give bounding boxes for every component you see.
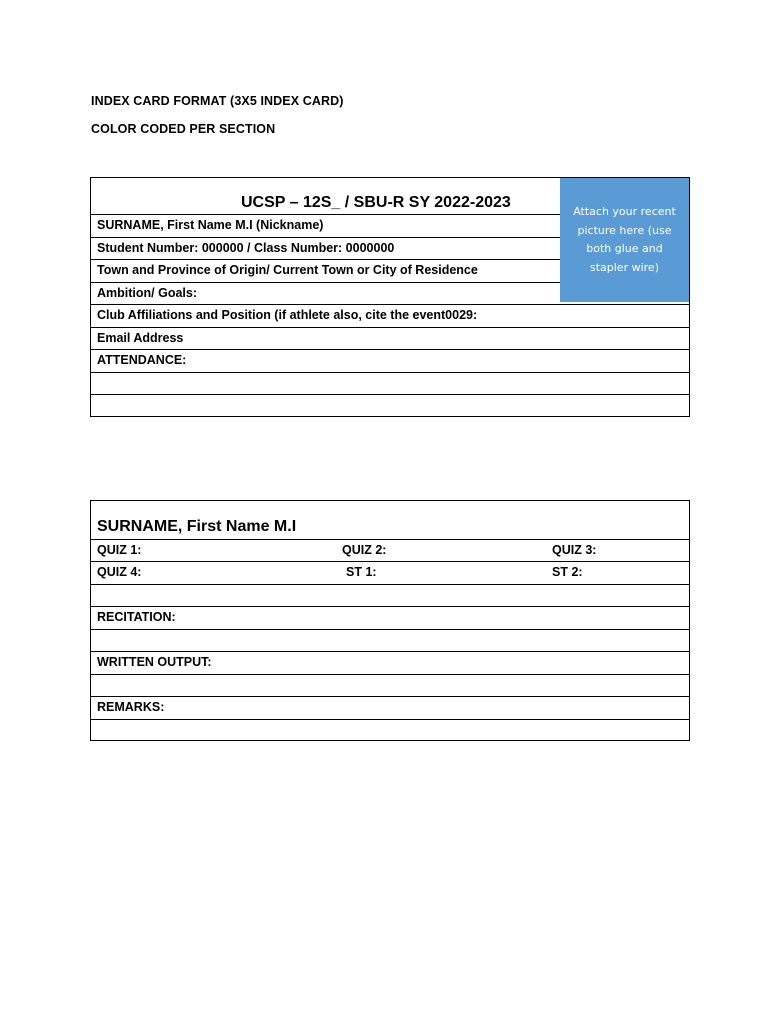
photo-instruction-line: Attach your recent <box>573 205 676 218</box>
quiz-row <box>91 561 689 584</box>
recitation-row: RECITATION: <box>91 606 689 629</box>
written-output-row: WRITTEN OUTPUT: <box>91 651 689 674</box>
blank-row <box>91 372 689 394</box>
st-2-label: ST 2: <box>552 565 583 579</box>
quiz-1-label: QUIZ 1: <box>97 543 142 557</box>
student-info-card <box>90 177 690 417</box>
quiz-2-label: QUIZ 2: <box>342 543 387 557</box>
photo-instruction-line: both glue and <box>586 242 663 255</box>
ambition-row: Ambition/ Goals: <box>91 282 689 304</box>
card-title: SURNAME, First Name M.I <box>97 518 297 535</box>
blank-row <box>91 719 689 740</box>
st-1-label: ST 1: <box>346 565 377 579</box>
photo-placeholder <box>560 178 689 302</box>
quiz-3-label: QUIZ 3: <box>552 543 597 557</box>
origin-row: Town and Province of Origin/ Current Town or City of Residence <box>91 259 689 282</box>
blank-row <box>91 629 689 651</box>
photo-instruction-line: stapler wire) <box>589 260 659 274</box>
email-row: Email Address <box>91 327 689 349</box>
format-heading: INDEX CARD FORMAT (3X5 INDEX CARD) <box>91 94 344 108</box>
photo-instruction-line: picture here (use <box>577 223 672 237</box>
name-row: SURNAME, First Name M.I (Nickname) <box>91 214 689 237</box>
blank-row <box>91 584 689 606</box>
student-number-row: Student Number: 000000 / Class Number: 0000000 <box>91 237 689 259</box>
blank-row <box>91 674 689 696</box>
quiz-row <box>91 539 689 561</box>
quiz-4-label: QUIZ 4: <box>97 565 142 579</box>
grades-card <box>90 500 690 741</box>
card-title: UCSP – 12S_ / SBU-R SY 2022-2023 <box>241 194 511 211</box>
remarks-row: REMARKS: <box>91 696 689 719</box>
club-row: Club Affiliations and Position (if athlete also, cite the event0029: <box>91 304 689 327</box>
color-coded-heading: COLOR CODED PER SECTION <box>91 122 276 136</box>
blank-row <box>91 394 689 416</box>
attendance-row: ATTENDANCE: <box>91 349 689 372</box>
